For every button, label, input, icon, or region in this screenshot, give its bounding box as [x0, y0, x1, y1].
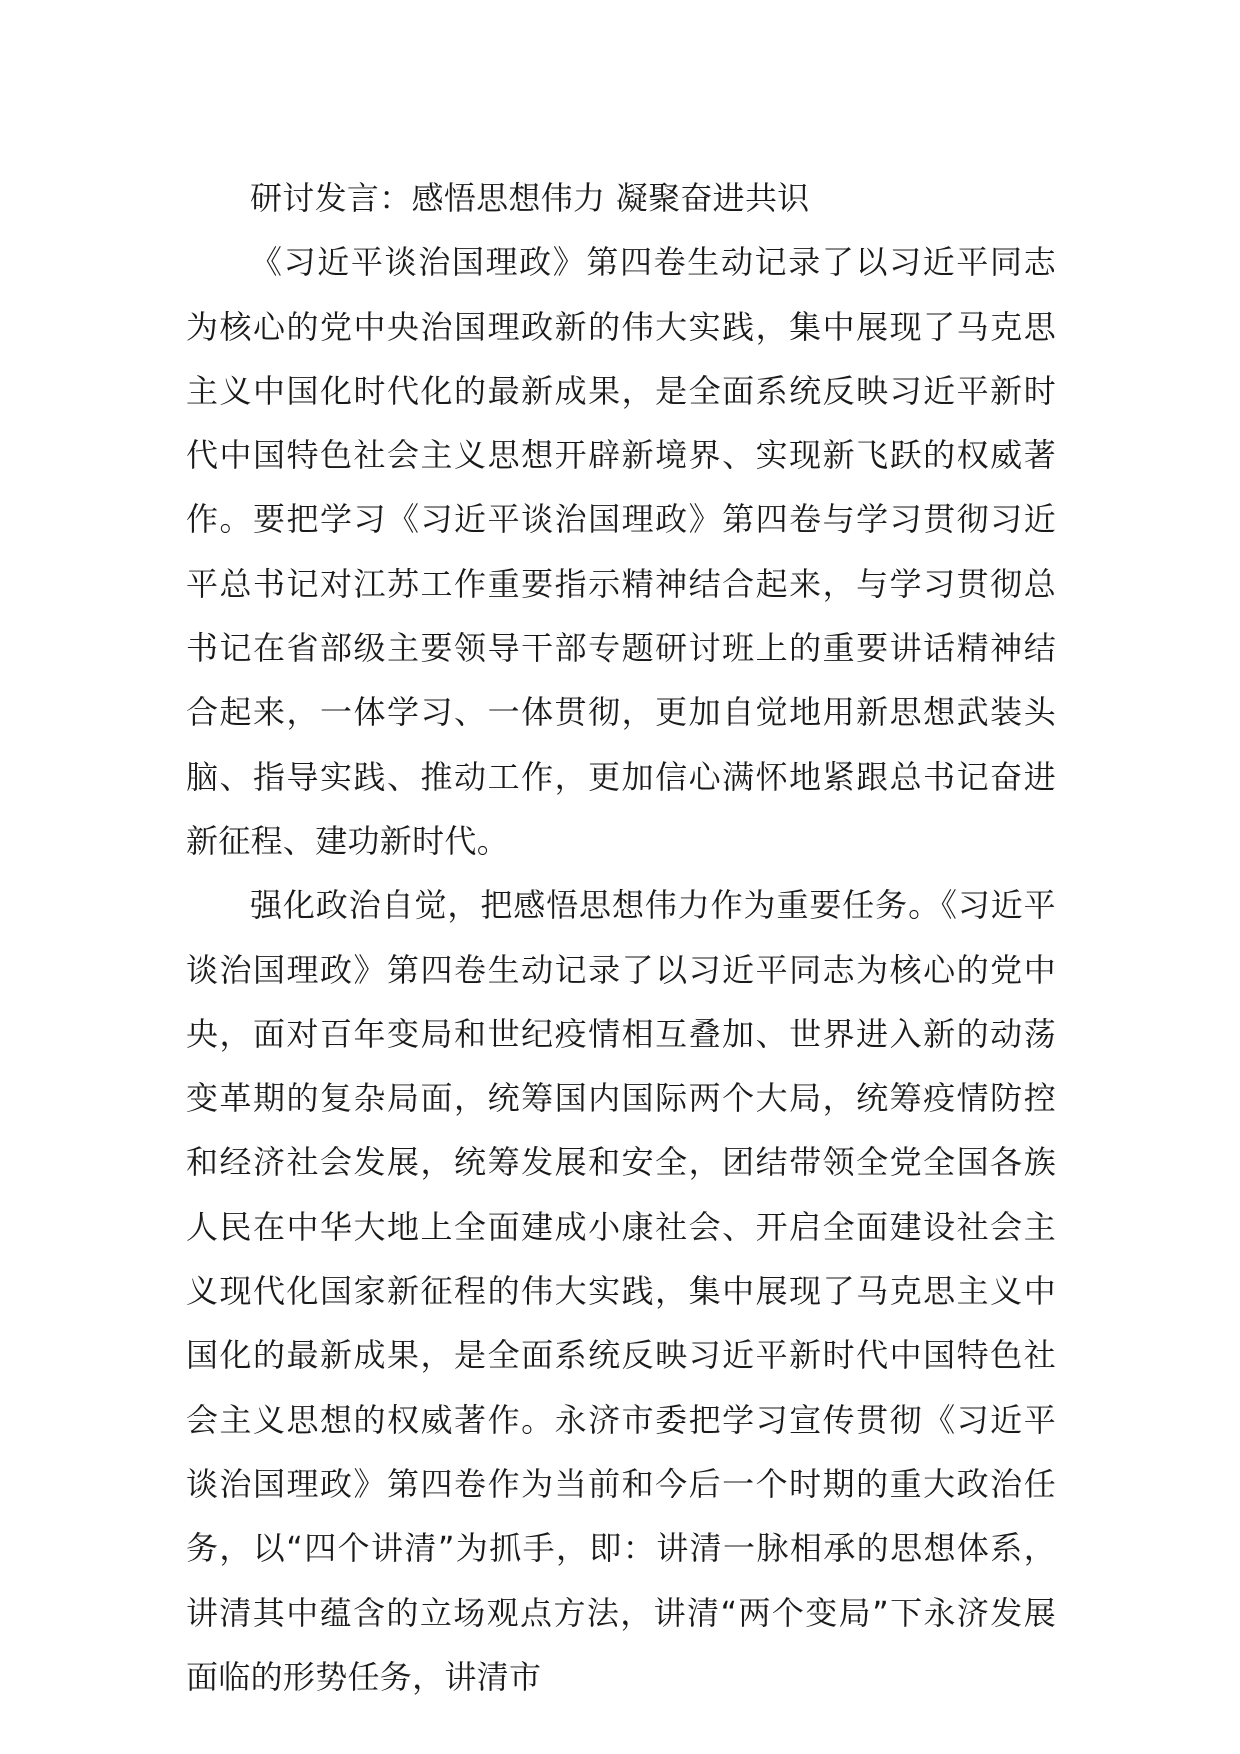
paragraph-2: 强化政治自觉，把感悟思想伟力作为重要任务。《习近平谈治国理政》第四卷生动记录了以习近平同志为核心的党中央，面对百年变局和世纪疫情相互叠加、世界进入新的动荡变革期的复杂局面，统筹国内国际两个大局，统筹疫情防控和经济社会发展，统筹发展和安全，团结带领全党全国各族人民在中华大地上全面建成小康社会、开启全面建设社会主义现代化国家新征程的伟大实践，集中展现了马克思主义中国化的最新成果，是全面系统反映习近平新时代中国特色社会主义思想的权威著作。永济市委把学习宣传贯彻《习近平谈治国理政》第四卷作为当前和今后一个时期的重大政治任务，以“四个讲清”为抓手，即：讲清一脉相承的思想体系，讲清其中蕴含的立场观点方法，讲清“两个变局”下永济发展面临的形势任务，讲清市 — [186, 886, 1056, 1696]
paragraph-1: 《习近平谈治国理政》第四卷生动记录了以习近平同志为核心的党中央治国理政新的伟大实践，集中展现了马克思主义中国化时代化的最新成果，是全面系统反映习近平新时代中国特色社会主义思想开辟新境界、实现新飞跃的权威著作。要把学习《习近平谈治国理政》第四卷与学习贯彻习近平总书记对江苏工作重要指示精神结合起来，与学习贯彻总书记在省部级主要领导干部专题研讨班上的重要讲话精神结合起来，一体学习、一体贯彻，更加自觉地用新思想武装头脑、指导实践、推动工作，更加信心满怀地紧跟总书记奋进新征程、建功新时代。 — [186, 243, 1056, 860]
document-title: 研讨发言：感悟思想伟力 凝聚奋进共识 — [250, 179, 810, 217]
document-body — [186, 166, 1056, 1709]
